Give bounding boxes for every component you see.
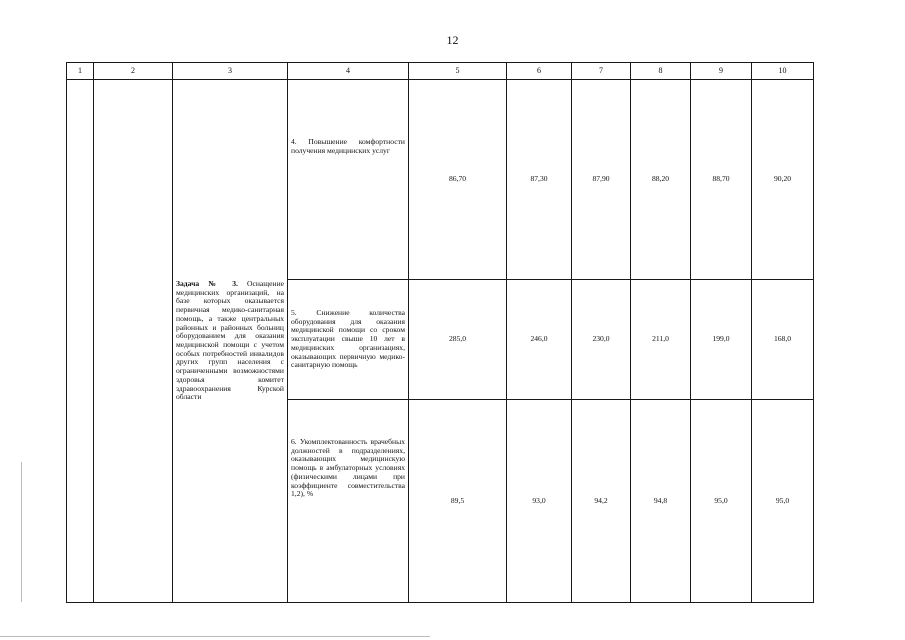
- value-cell: 95,0: [691, 400, 752, 603]
- value-cell: 94,8: [631, 400, 691, 603]
- value-cell: 94,2: [572, 400, 631, 603]
- value-cell: 86,70: [409, 80, 507, 280]
- scan-edge-line: [21, 462, 22, 602]
- task-text: Оснащение медицинских организаций, на базе которых оказывается первичная медико-санитарная помощь, а также центральных районных и районных больниц оборудованием для оказания медицинской помощи с учетом особых потребностей инвалидов других групп населения с ограниченными возможностями здоровья комитет здравоохранения Курской области: [176, 278, 285, 402]
- col-header: 8: [631, 63, 691, 80]
- value-cell: 199,0: [691, 280, 752, 400]
- task-cell: [173, 80, 288, 603]
- value-cell: 95,0: [752, 400, 814, 603]
- col2-cell: [94, 80, 173, 603]
- page-number: 12: [446, 33, 459, 47]
- value-cell: 87,30: [507, 80, 572, 280]
- indicator-cell: 6. Укомплектованность врачебных должностей в подразделениях, оказывающих медицинскую помощь в амбулаторных условиях (физическими лицами при коэффициенте совместительства 1,2), %: [288, 400, 409, 603]
- value-cell: 88,20: [631, 80, 691, 280]
- task-label: Задача № 3.: [176, 278, 238, 288]
- col-header: 10: [752, 63, 814, 80]
- col-header: 7: [572, 63, 631, 80]
- value-cell: 87,90: [572, 80, 631, 280]
- value-cell: 246,0: [507, 280, 572, 400]
- col-header: 1: [67, 63, 94, 80]
- indicator-cell: 4. Повышение комфортности получения медицинских услуг: [288, 80, 409, 280]
- value-cell: 88,70: [691, 80, 752, 280]
- table-row: [67, 80, 814, 280]
- value-cell: 89,5: [409, 400, 507, 603]
- value-cell: 93,0: [507, 400, 572, 603]
- col-header: 5: [409, 63, 507, 80]
- value-cell: 90,20: [752, 80, 814, 280]
- col-header: 2: [94, 63, 173, 80]
- value-cell: 230,0: [572, 280, 631, 400]
- col-header: 4: [288, 63, 409, 80]
- col-header: 6: [507, 63, 572, 80]
- col-header: 3: [173, 63, 288, 80]
- column-number-row: [67, 63, 814, 80]
- value-cell: 285,0: [409, 280, 507, 400]
- value-cell: 211,0: [631, 280, 691, 400]
- value-cell: 168,0: [752, 280, 814, 400]
- indicator-table: [66, 62, 814, 603]
- col-header: 9: [691, 63, 752, 80]
- scan-edge-line: [0, 636, 430, 637]
- indicator-cell: 5. Снижение количества оборудования для оказания медицинской помощи со сроком эксплуатации свыше 10 лет в медицинских организациях, оказывающих первичную медико-санитарную помощь: [288, 280, 409, 400]
- col1-cell: [67, 80, 94, 603]
